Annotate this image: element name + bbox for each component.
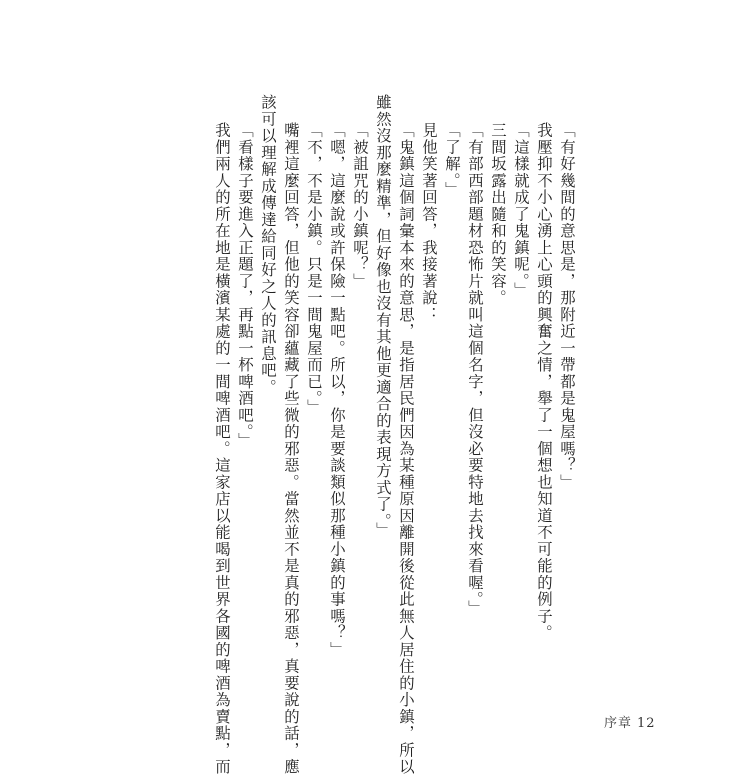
text-column-1: 「有好幾間的意思是，那附近一帶都是鬼屋嗎？」 — [558, 122, 576, 491]
text-column-4: 三間坂露出隨和的笑容。 — [489, 122, 507, 307]
text-column-8: 「鬼鎮這個詞彙本來的意思，是指居民們因為某種原因離開後從此無人居住的小鎮，所以 — [397, 122, 415, 775]
text-column-9: 雖然沒那麼精準，但好像也沒有其他更適合的表現方式了。」 — [374, 94, 392, 539]
text-column-15: 「看樣子要進入正題了，再點一杯啤酒吧。」 — [236, 122, 254, 450]
page-footer — [604, 712, 661, 731]
text-column-5: 「有部西部題材恐怖片就叫這個名字，但沒必要特地去找來看喔。」 — [466, 122, 484, 617]
text-column-2: 我壓抑不小心湧上心頭的興奮之情，舉了一個想也知道不可能的例子。 — [535, 122, 553, 642]
chapter-label: 序章 — [604, 716, 633, 731]
text-column-13: 嘴裡這麼回答，但他的笑容卻蘊藏了些微的邪惡。當然並不是真的邪惡，真要說的話，應 — [282, 122, 300, 775]
text-column-16: 我們兩人的所在地是橫濱某處的一間啤酒吧。這家店以能喝到世界各國的啤酒為賣點，而 — [213, 122, 231, 775]
page-number: 12 — [637, 716, 656, 731]
text-column-3: 「這樣就成了鬼鎮呢。」 — [512, 122, 530, 299]
text-column-14: 該可以理解成傳達給同好之人的訊息吧。 — [259, 94, 277, 396]
text-column-10: 「被詛咒的小鎮呢？」 — [351, 122, 369, 290]
text-column-12: 「不，不是小鎮。只是一間鬼屋而已。」 — [305, 122, 323, 416]
text-column-7: 見他笑著回答，我接著說： — [420, 122, 438, 323]
text-column-6: 「了解。」 — [443, 122, 461, 199]
text-column-11: 「嗯，這麼說或許保險一點吧。所以，你是要談類似那種小鎮的事嗎？」 — [328, 122, 346, 658]
